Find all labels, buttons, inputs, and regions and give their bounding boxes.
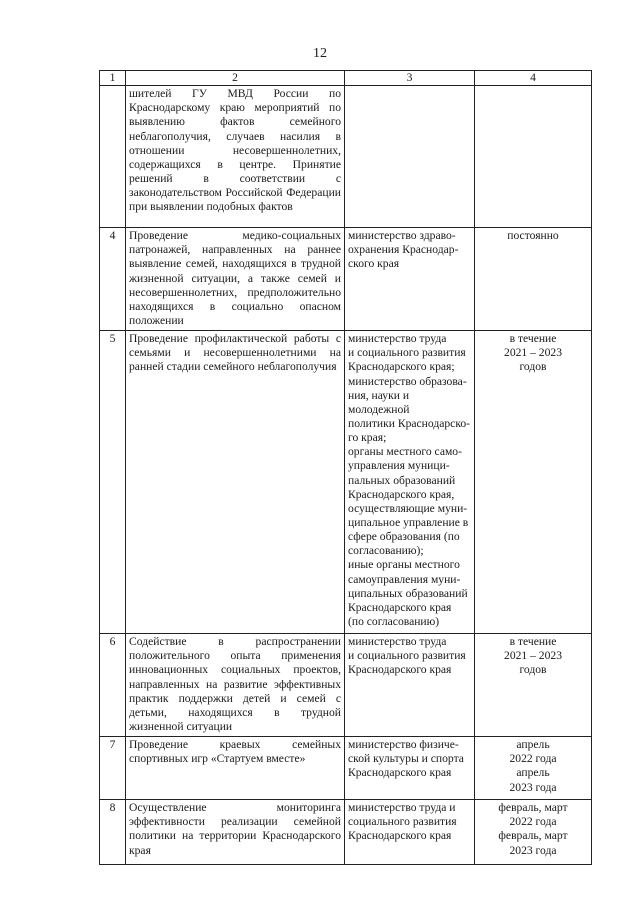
organization-line: Краснодарского края	[348, 829, 452, 843]
deadline-line: годов	[519, 663, 547, 677]
deadline-line: февраль, март	[498, 801, 568, 815]
responsible-organization-cell	[345, 737, 475, 800]
row-number-cell: 4	[100, 228, 126, 331]
row-number-cell: 8	[100, 800, 126, 865]
column-header-1: 1	[100, 71, 126, 86]
organization-line: политики Краснодарско-	[348, 416, 471, 430]
organization-line: самоуправления муни-	[348, 572, 461, 586]
deadline-cell	[475, 331, 592, 634]
row-number-cell: 7	[100, 737, 126, 800]
activity-description-cell: Проведение медико-социальных патронажей, направленных на раннее выявление семей, находящихся в трудной жизненной ситуации, а также семей и несовершеннолетних, предположительно находящихся в социально опасном положении	[126, 228, 345, 331]
row-number-cell: 5	[100, 331, 126, 634]
organization-line: охранения Краснодар-	[348, 243, 459, 257]
deadline-line: в течение	[509, 332, 557, 346]
deadline-cell	[475, 228, 592, 331]
organization-line: сфере образования (по	[348, 530, 460, 544]
deadline-line: годов	[519, 360, 547, 374]
responsible-organization-cell	[345, 634, 475, 737]
organization-line: министерство здраво-	[348, 229, 456, 243]
organization-line: ципальное управление в	[348, 515, 469, 529]
organization-line: Краснодарского края	[348, 600, 452, 614]
organization-line: осуществляющие муни-	[348, 501, 468, 515]
table-row	[100, 800, 592, 865]
organization-line: министерство физиче-	[348, 738, 459, 752]
deadline-cell	[475, 800, 592, 865]
responsible-organization-cell	[345, 228, 475, 331]
organization-line: ской культуры и спорта	[348, 752, 464, 766]
deadline-cell	[475, 737, 592, 800]
organization-line: министерство труда	[348, 332, 447, 346]
organization-line: управления муници-	[348, 459, 450, 473]
deadline-cell	[475, 86, 592, 228]
deadline-line: апрель	[516, 738, 550, 752]
organization-line: Краснодарского края;	[348, 360, 455, 374]
deadline-line: 2021 – 2023	[504, 649, 562, 663]
page-number: 12	[313, 46, 327, 61]
responsible-organization-cell	[345, 331, 475, 634]
organization-line: министерство труда	[348, 635, 447, 649]
deadline-line: постоянно	[507, 229, 559, 243]
organization-line: пальных образований	[348, 473, 456, 487]
activity-description-cell: Проведение краевых семейных спортивных игр «Стартуем вместе»	[126, 737, 345, 800]
column-header-3: 3	[345, 71, 475, 86]
table-header-row	[100, 71, 592, 86]
organization-line: (по согласованию)	[348, 614, 440, 628]
deadline-line: апрель	[516, 766, 550, 780]
organization-line: органы местного само-	[348, 445, 462, 459]
organization-line: социального развития	[348, 815, 457, 829]
activity-description-cell: Осуществление мониторинга эффективности реализации семейной политики на территории Краснодарского края	[126, 800, 345, 865]
organization-line: Краснодарского края	[348, 766, 452, 780]
organization-line: ципальных образований	[348, 586, 468, 600]
organization-line: Краснодарского края,	[348, 487, 455, 501]
deadline-cell	[475, 634, 592, 737]
organization-line: го края;	[348, 431, 387, 445]
deadline-line: 2021 – 2023	[504, 346, 562, 360]
deadline-line: в течение	[509, 635, 557, 649]
deadline-line: февраль, март	[498, 829, 568, 843]
row-number-cell: 6	[100, 634, 126, 737]
table-row	[100, 228, 592, 331]
responsible-organization-cell	[345, 800, 475, 865]
row-number-cell	[100, 86, 126, 228]
table-row	[100, 737, 592, 800]
organization-line: министерство образова-	[348, 374, 467, 388]
activities-table	[99, 70, 592, 865]
organization-line: и социального развития	[348, 649, 466, 663]
activity-description-cell: Содействие в распространении положительного опыта применения инновационных социальных проектов, направленных на развитие эффективных практик поддержки детей и семей с детьми, находящихся в трудной жизненной ситуации	[126, 634, 345, 737]
organization-line: министерство труда и	[348, 801, 456, 815]
table-row	[100, 634, 592, 737]
deadline-line: 2023 года	[509, 780, 557, 794]
organization-line: и социального развития	[348, 346, 466, 360]
deadline-line: 2022 года	[509, 815, 557, 829]
organization-line: Краснодарского края	[348, 663, 452, 677]
deadline-line: 2023 года	[509, 843, 557, 857]
organization-line: ния, науки и молодежной	[348, 388, 410, 416]
column-header-4: 4	[475, 71, 592, 86]
organization-line: согласованию);	[348, 544, 424, 558]
table-row	[100, 86, 592, 228]
deadline-line: 2022 года	[509, 752, 557, 766]
responsible-organization-cell	[345, 86, 475, 228]
column-header-2: 2	[126, 71, 345, 86]
organization-line: ского края	[348, 257, 400, 271]
organization-line: иные органы местного	[348, 558, 460, 572]
table-row	[100, 331, 592, 634]
activity-description-cell: шителей ГУ МВД России по Краснодарскому краю мероприятий по выявлению фактов семейного неблагополучия, случаев насилия в отношении несовершеннолетних, содержащихся в центре. Принятие решений в соответствии с законодательством Российской Федерации при выявлении подобных фактов	[126, 86, 345, 228]
activity-description-cell: Проведение профилактической работы с семьями и несовершеннолетними на ранней стадии семейного неблагополучия	[126, 331, 345, 634]
